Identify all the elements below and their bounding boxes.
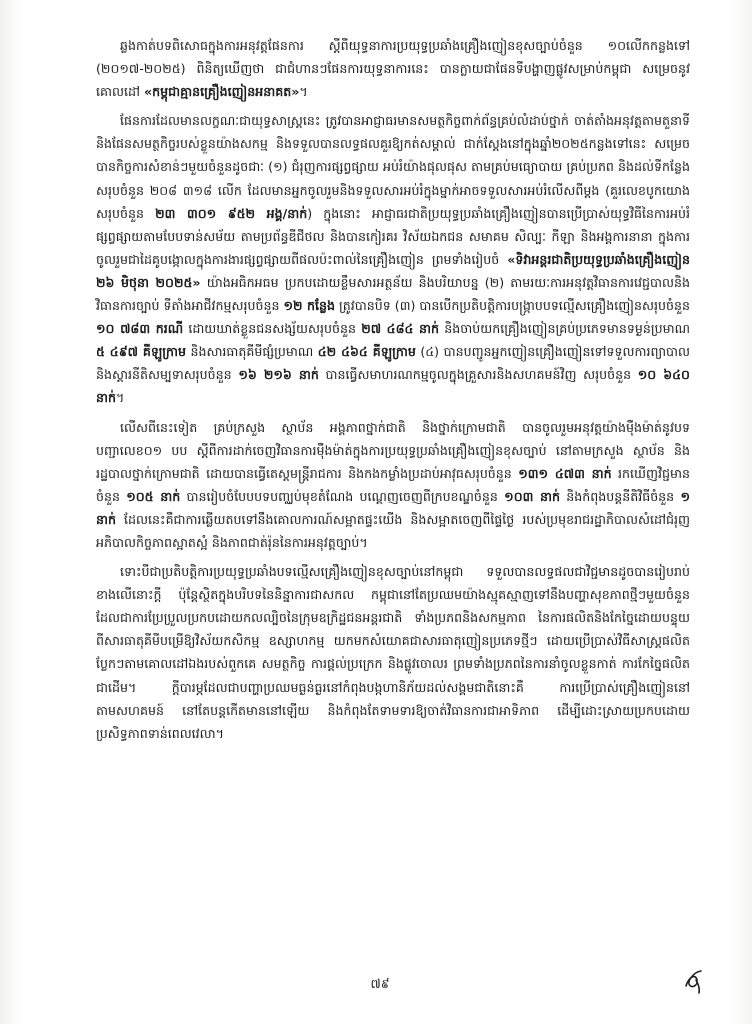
text-run: លើសពីនេះទៀត គ្រប់ក្រសួង ស្ថាប័ន អង្គភាពថ្នាក់ជាតិ និងថ្នាក់ក្រោមជាតិ បានចូលរួមអនុវត្តយ៉ាងម៉ឺងម៉ាត់នូវបទបញ្ជាលេខ០១ បប ស្ដីពីការដាក់ចេញវិធានការម៉ឺងម៉ាត់ក្នុងការប្រយុទ្ធប្រឆាំងគ្រឿងញៀនខុសច្បាប់ នៅតាមក្រសួង ស្ថាប័ន និងរដ្ឋបាលថ្នាក់ក្រោមជាតិ ដោយបានធ្វើតេស្តមន្ត្រីរាជការ និងកងកម្លាំងប្រដាប់អាវុធសរុបចំនួន bbox=[96, 419, 690, 481]
text-run: ) ក្នុងនោះ អាជ្ញាធរជាតិប្រយុទ្ធប្រឆាំងគ្រឿងញៀនបានប្រើប្រាស់យុទ្ធវិធីនៃការអប់រំផ្សព្វផ្សាយតាមបែបទាន់សម័យ តាមប្រព័ន្ធឌីជីថល និងបានកៀរគរ វិស័យឯកជន សមាគម សិល្បៈ កីឡា និងអង្គការនានា ក្នុងការចូលរួមជាដៃគូបង្កោលក្នុងការងារផ្សព្វផ្សាយពីផលប៉ះពាល់នៃគ្រឿងញៀន ព្រមទាំងរៀបចំ bbox=[96, 205, 691, 267]
text-run: (៤) បានបញ្ជូនអ្នកញៀនគ្រឿងញៀនទៅទទួលការព្យាបាល និងស្តារនីតិសម្បទាសរុបចំនួន bbox=[96, 344, 690, 383]
bold-text-run: «ទិវាអន្តរជាតិប្រយុទ្ធប្រឆាំងគ្រឿងញៀន ២៦ មិថុនា ២០២៥» bbox=[96, 251, 690, 290]
bold-text-run: ១០ ៦៤០ នាក់ bbox=[96, 367, 690, 406]
text-run: ត្រូវបានបិទ (៣) បានបើកប្រតិបត្តិការបង្ក្រាបបទល្មើសគ្រឿងញៀនសរុបចំនួន bbox=[334, 298, 690, 314]
text-run: ផែនការដែលមានលក្ខណៈជាយុទ្ធសាស្ត្រនេះ ត្រូវបានអាជ្ញាធរមានសមត្ថកិច្ចពាក់ព័ន្ធគ្រប់លំដាប់ថ្នាក់ ចាត់តាំងអនុវត្តតាមតួនាទី និងផែនសមត្ថកិច្ចរបស់ខ្លួនយ៉ាងសកម្ម និងទទួលបានលទ្ធផលគួរឱ្យកត់សម្គាល់ ជាក់ស្ដែងនៅក្នុងឆ្នាំ២០២៥កន្លងទៅនេះ សម្រេចបានកិច្ចការសំខាន់ៗមួយចំនួនដូចជាៈ (១) ជំរុញការផ្សព្វផ្សាយ អប់រំយ៉ាងផុលផុស តាមគ្រប់មធ្យោបាយ គ្រប់ប្រភព និងដល់ទីកន្លែងសរុបចំនួន ២០៨ ៣១៨ លើក ដែលមានអ្នកចូលរួមនិងទទួលសារអប់រំក្នុងម្នាក់អាចទទួលសារអប់រំលើសពីម្ដង (គួរលេខបូកយោងសរុបចំនួន bbox=[96, 113, 690, 221]
bold-text-run: ៥ ៤៩៧ គីឡូក្រាម bbox=[96, 344, 186, 360]
bold-text-run: «កម្ពុជាគ្មានគ្រឿងញៀនអនាគត» bbox=[143, 84, 300, 100]
text-run: បានធ្វើសមាហរណកម្មចូលក្នុងគ្រួសារនិងសហគមន៍វិញ សរុបចំនួន bbox=[318, 367, 638, 383]
bold-text-run: ១៦ ២១៦ នាក់ bbox=[238, 367, 319, 383]
bold-text-run: ១០៣ នាក់ bbox=[504, 488, 560, 504]
text-run: ។ bbox=[116, 390, 125, 406]
text-run: ទោះបីជាប្រតិបត្តិការប្រយុទ្ធប្រឆាំងបទល្មើសគ្រឿងញៀនខុសច្បាប់នៅកម្ពុជា ទទួលបានលទ្ធផលជាវិជ្ជមានដូចបានរៀបរាប់ខាងលើនោះក្ដី ប៉ុន្តែស្ថិតក្នុងបរិបទនៃនិន្នាការជាសកល កម្ពុជានៅតែប្រឈមយ៉ាងស្មុគស្មាញទៅនឹងបញ្ហាសុខភាពថ្មីៗមួយចំនួន ដែលជាការប្រែប្រួលប្រកបដោយកលល្បិចនៃក្រុមឧក្រិដ្ឋជនអន្តរជាតិ ទាំងប្រភពនិងសកម្មភាព នៃការផលិតនិងកែច្នៃដោយបន្ទុយពីសារធាតុគីមីបម្រើឱ្យវិស័យកសិកម្ម ឧស្សាហកម្ម យកមកសំយោគជាសារធាតុញៀនប្រភេទថ្មីៗ ដោយប្រើប្រាស់វិធីសាស្ត្រផលិតប្លែកៗតាមគោលដៅឯងរបស់ពួកគេ សមត្ថកិច្ច ការផ្ដល់ប្រក្រេក និងផ្លូវចោលរ ព្រមទាំងប្រភពនៃការនាំចូលខ្លួនកាត់ ការកែច្នៃផលិតជាដើម។ ក្ដីបារម្ភដែលជាបញ្ហាប្រឈមធ្ងន់ធ្ងរនៅកំពុងបង្ក​ហានិភ័យដល់សង្គមជាតិនោះគឺ ការប្រើប្រាស់គ្រឿងញៀននៅតាមសហគមន៍ នៅតែបន្តកើតមាននៅឡើយ និងកំពុងតែទាមទារឱ្យចាត់វិធានការជាអាទិភាព ដើម្បីដោះស្រាយប្រកបដោយប្រសិទ្ធភាពទាន់ពេលវេលា។ bbox=[96, 564, 690, 741]
bold-text-run: ១ នាក់ bbox=[96, 488, 690, 527]
text-run: យ៉ាងអធិកអធម ប្រកបដោយខ្លឹមសារអត្ថន័យ និងបរិយាបន្ន (២) តាមរយៈការអនុវត្តវិធានការវេជ្ជបាលនិងវិធានការច្បាប់ ទីតាំងអាជីវកម្មសរុបចំនួន bbox=[96, 274, 690, 314]
bold-text-run: ២៧ ៤៨៤ នាក់ bbox=[361, 321, 440, 337]
text-run: ដោយឃាត់ខ្លួនជនសង្ស័យសរុបចំនួន bbox=[183, 321, 362, 337]
bold-text-run: ១០៥ នាក់ bbox=[126, 488, 181, 504]
signature-mark bbox=[680, 966, 710, 996]
text-run: ឆ្លងកាត់បទពិសោធក្នុងការអនុវត្តផែនការ ស្ដីពីយុទ្ធនាការប្រយុទ្ធប្រឆាំងគ្រឿងញៀនខុសច្បាប់ចំនួន ១០លើកកន្លងទៅ (២០១៧-២០២៥) ពិនិត្យឃើញថា ជាជំហានៗផែនការយុទ្ធនាការនេះ បានក្លាយជាផែនទីបង្ហាញផ្លូវសម្រាប់កម្ពុជា សម្រេចនូវគោលដៅ bbox=[96, 38, 690, 100]
paragraph-4 bbox=[96, 560, 690, 745]
page-number: ៧៩ bbox=[370, 976, 390, 991]
paragraph-2 bbox=[96, 109, 690, 409]
bold-text-run: ២៣ ៣០១ ៩៥២ អង្គ/នាក់ bbox=[155, 205, 308, 221]
bold-text-run: ១០ ៧៨៣ ករណី bbox=[96, 321, 184, 337]
text-run: ។ bbox=[299, 84, 308, 100]
bold-text-run: ១២ កន្លែង bbox=[283, 298, 335, 314]
text-run: និងចាប់យកគ្រឿងញៀនគ្រប់ប្រភេទមានទម្ងន់ប្រមាណ bbox=[439, 321, 690, 337]
text-run: ដែលនេះគឺជាការឆ្លើយតបទៅនឹងគោលការណ៍សម្អាតផ្ទះយើង និងសម្អាតចេញពីផ្ទៃថ្ងៃ របស់ប្រមុខរាជរដ្ឋាភិបាលសំដៅជំរុញអភិបាលកិច្ចភាពស្អាតស្អំ និងភាពជាត់រ៉ុននៃការអនុវត្តច្បាប់។ bbox=[96, 511, 690, 550]
text-run: និងសារធាតុគីមីផ្សំប្រមាណ bbox=[185, 344, 318, 360]
bold-text-run: ១៣១ ៤៧៣ នាក់ bbox=[518, 465, 612, 481]
text-run: និងកំពុងបន្តនីតិវិធីចំនួន bbox=[560, 488, 681, 504]
text-run: រកឃើញវិជ្ជមានចំនួន bbox=[96, 465, 691, 504]
paragraph-3 bbox=[96, 416, 690, 555]
bold-text-run: ៤២ ៤៦៤ គីឡូក្រាម bbox=[317, 344, 416, 360]
text-run: បានរៀបចំបែបបទបញ្ឈប់មុខតំណែង បណ្ដេញចេញពីក្របខណ្ឌចំនួន bbox=[180, 488, 505, 504]
paragraph-1 bbox=[96, 34, 690, 103]
